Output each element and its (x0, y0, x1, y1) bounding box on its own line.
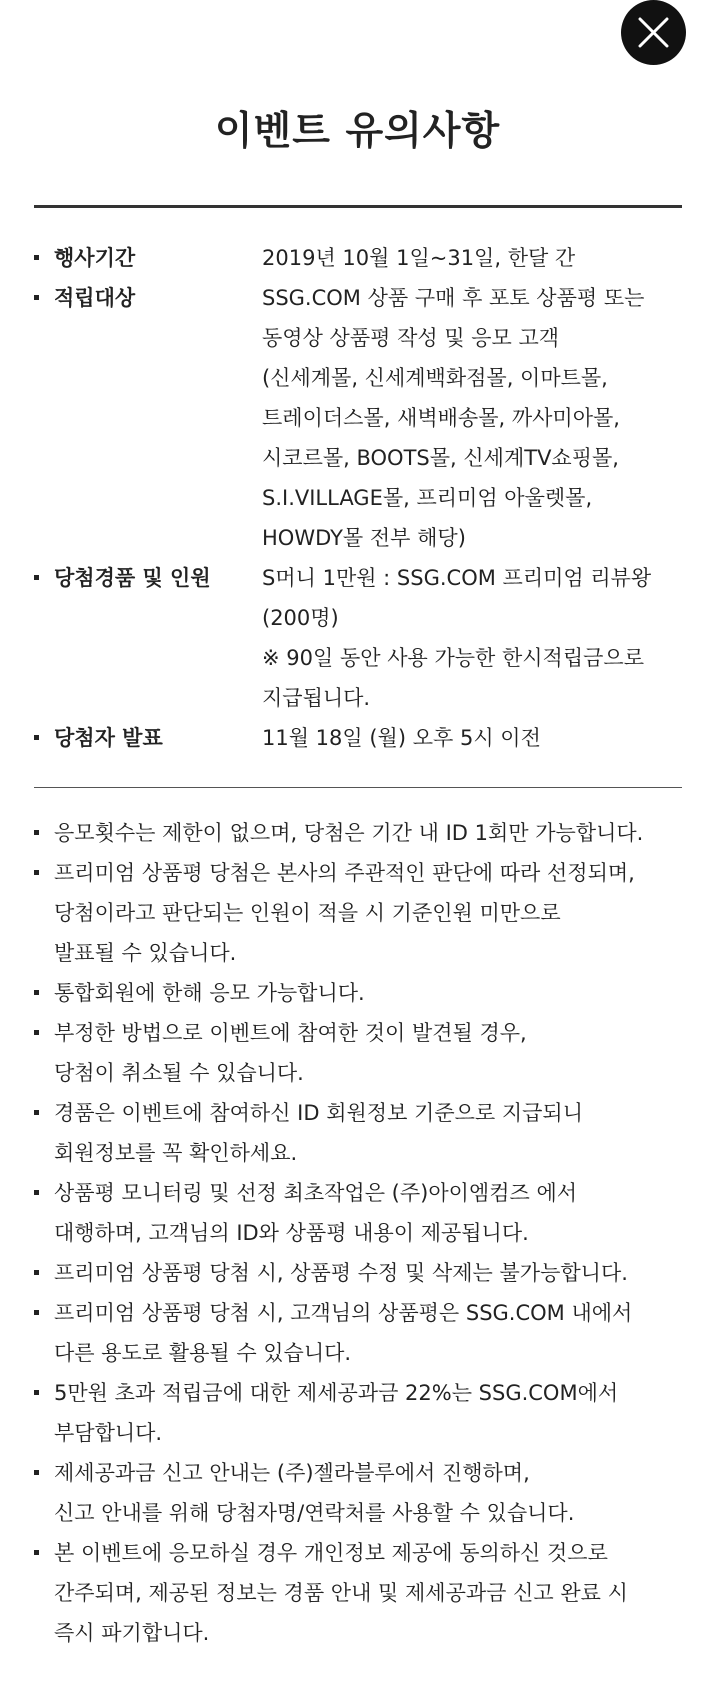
info-label: 당첨경품 및 인원 (34, 558, 262, 718)
info-row-prize (34, 558, 682, 718)
note-item (34, 1533, 682, 1653)
info-value (262, 558, 682, 718)
bullet-icon (34, 1470, 39, 1475)
section-divider (34, 787, 682, 788)
info-value-line: 지급됩니다. (262, 686, 371, 710)
info-value-line: 2019년 10월 1일~31일, 한달 간 (262, 246, 576, 270)
info-value-line: ※ 90일 동안 사용 가능한 한시적립금으로 (262, 646, 644, 670)
note-line: 제세공과금 신고 안내는 (주)젤라블루에서 진행하며, (54, 1461, 530, 1485)
info-value-line: SSG.COM 상품 구매 후 포토 상품평 또는 (262, 286, 645, 310)
note-line: 당첨이 취소될 수 있습니다. (54, 1061, 304, 1085)
bullet-icon (34, 295, 39, 300)
notes-list (34, 813, 682, 1653)
note-item (34, 1173, 682, 1253)
note-line: 다른 용도로 활용될 수 있습니다. (54, 1341, 352, 1365)
title-divider (34, 205, 682, 208)
info-value (262, 718, 682, 758)
bullet-icon (34, 1110, 39, 1115)
note-line: 회원정보를 꼭 확인하세요. (54, 1141, 298, 1165)
note-line: 상품평 모니터링 및 선정 최초작업은 (주)아이엠컴즈 에서 (54, 1181, 578, 1205)
info-row-period (34, 238, 682, 278)
bullet-icon (34, 735, 39, 740)
bullet-icon (34, 255, 39, 260)
info-value-line: 트레이더스몰, 새벽배송몰, 까사미아몰, (262, 406, 620, 430)
note-item (34, 853, 682, 973)
bullet-icon (34, 1310, 39, 1315)
bullet-icon (34, 830, 39, 835)
bullet-icon (34, 1270, 39, 1275)
bullet-icon (34, 575, 39, 580)
close-icon (638, 17, 669, 48)
event-info-table (34, 238, 682, 758)
info-row-announcement (34, 718, 682, 758)
info-value-line: (200명) (262, 606, 339, 630)
info-value (262, 278, 682, 558)
note-item (34, 973, 682, 1013)
note-line: 발표될 수 있습니다. (54, 941, 237, 965)
info-label: 행사기간 (34, 238, 262, 278)
note-line: 대행하며, 고객님의 ID와 상품평 내용이 제공됩니다. (54, 1221, 529, 1245)
bullet-icon (34, 1190, 39, 1195)
note-line: 부담합니다. (54, 1421, 163, 1445)
note-line: 당첨이라고 판단되는 인원이 적을 시 기준인원 미만으로 (54, 901, 561, 925)
note-line: 프리미엄 상품평 당첨 시, 고객님의 상품평은 SSG.COM 내에서 (54, 1301, 633, 1325)
info-row-target (34, 278, 682, 558)
bullet-icon (34, 870, 39, 875)
note-line: 부정한 방법으로 이벤트에 참여한 것이 발견될 경우, (54, 1021, 527, 1045)
note-line: 프리미엄 상품평 당첨 시, 상품평 수정 및 삭제는 불가능합니다. (54, 1261, 628, 1285)
close-button[interactable] (621, 0, 686, 65)
note-line: 즉시 파기합니다. (54, 1621, 210, 1645)
bullet-icon (34, 1030, 39, 1035)
info-value-line: 11월 18일 (월) 오후 5시 이전 (262, 726, 541, 750)
info-value-line: 시코르몰, BOOTS몰, 신세계TV쇼핑몰, (262, 446, 619, 470)
info-value-line: (신세계몰, 신세계백화점몰, 이마트몰, (262, 366, 608, 390)
info-value-line: 동영상 상품평 작성 및 응모 고객 (262, 326, 560, 350)
note-line: 신고 안내를 위해 당첨자명/연락처를 사용할 수 있습니다. (54, 1501, 575, 1525)
page-title: 이벤트 유의사항 (214, 109, 501, 154)
note-item (34, 1373, 682, 1453)
info-value-line: S머니 1만원 : SSG.COM 프리미엄 리뷰왕 (262, 566, 652, 590)
info-value (262, 238, 682, 278)
note-item (34, 813, 682, 853)
bullet-icon (34, 1550, 39, 1555)
bullet-icon (34, 990, 39, 995)
note-line: 경품은 이벤트에 참여하신 ID 회원정보 기준으로 지급되니 (54, 1101, 583, 1125)
bullet-icon (34, 1390, 39, 1395)
note-item (34, 1013, 682, 1093)
note-line: 본 이벤트에 응모하실 경우 개인정보 제공에 동의하신 것으로 (54, 1541, 608, 1565)
info-label: 적립대상 (34, 278, 262, 558)
note-line: 응모횟수는 제한이 없으며, 당첨은 기간 내 ID 1회만 가능합니다. (54, 821, 644, 845)
note-item (34, 1093, 682, 1173)
info-label: 당첨자 발표 (34, 718, 262, 758)
note-line: 프리미엄 상품평 당첨은 본사의 주관적인 판단에 따라 선정되며, (54, 861, 635, 885)
info-value-line: HOWDY몰 전부 해당) (262, 526, 466, 550)
note-line: 5만원 초과 적립금에 대한 제세공과금 22%는 SSG.COM에서 (54, 1381, 619, 1405)
info-value-line: S.I.VILLAGE몰, 프리미엄 아울렛몰, (262, 486, 593, 510)
note-item (34, 1253, 682, 1293)
note-item (34, 1293, 682, 1373)
note-item (34, 1453, 682, 1533)
note-line: 간주되며, 제공된 정보는 경품 안내 및 제세공과금 신고 완료 시 (54, 1581, 628, 1605)
note-line: 통합회원에 한해 응모 가능합니다. (54, 981, 365, 1005)
